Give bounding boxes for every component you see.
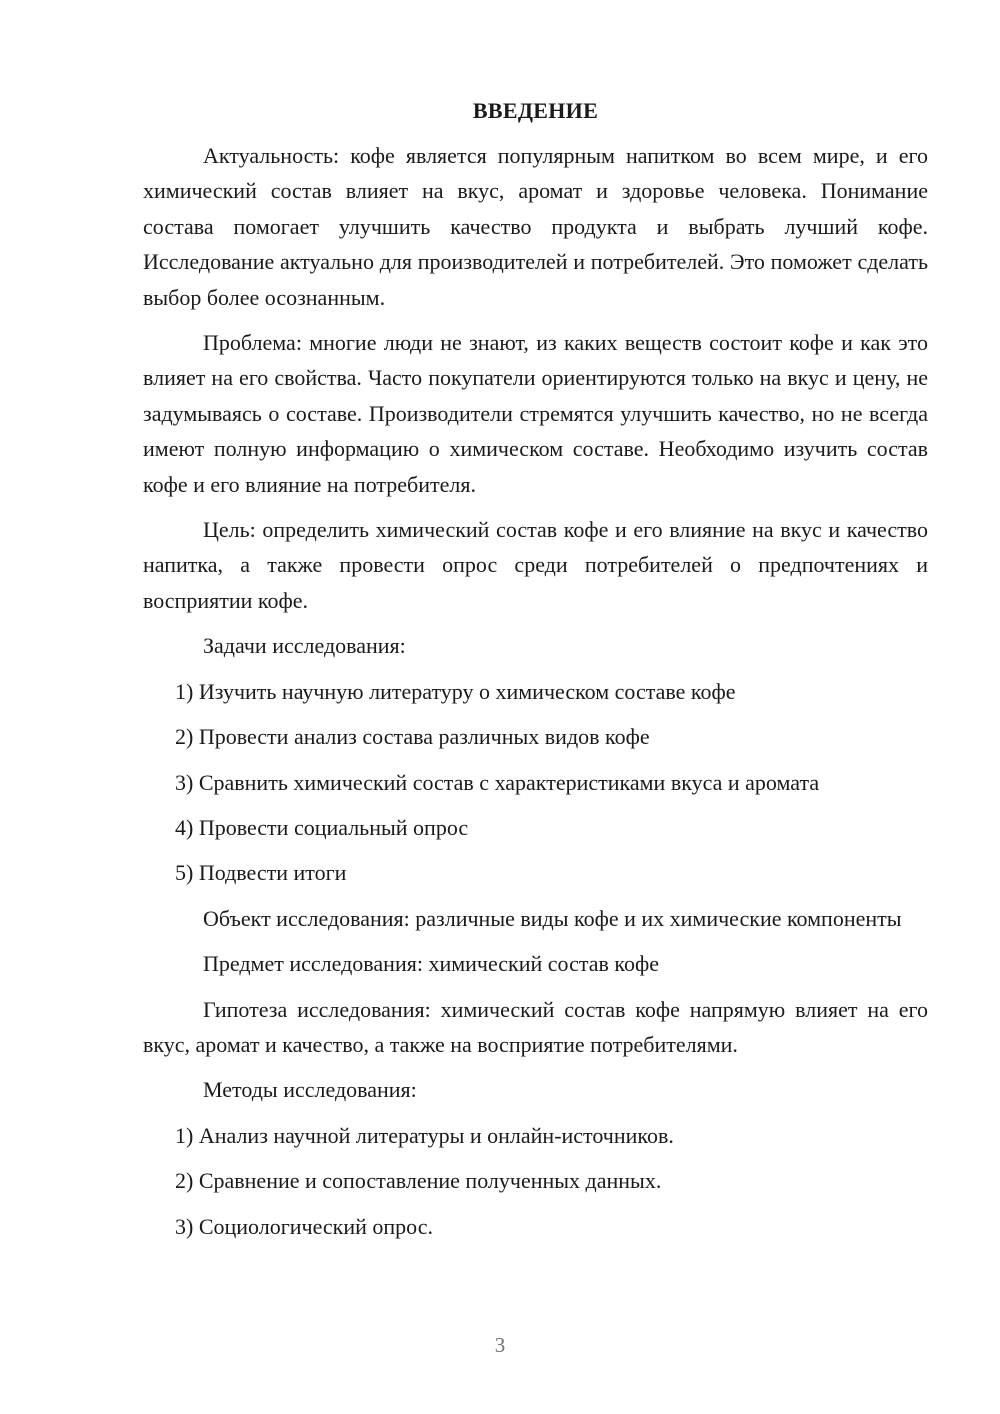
- task-item: 3) Сравнить химический состав с характеристиками вкуса и аромата: [175, 769, 820, 795]
- task-item: 1) Изучить научную литературу о химическом составе кофе: [175, 678, 736, 704]
- tasks-list: [143, 674, 928, 891]
- relevance-paragraph: Актуальность: кофе является популярным напитком во всем мире, и его химический состав влияет на вкус, аромат и здоровье человека. Понимание состава помогает улучшить качество продукта и выбрать лучший кофе. Исследование актуально для производителей и потребителей. Это поможет сделать выбор более осознанным.: [143, 143, 928, 310]
- task-item: 4) Провести социальный опрос: [175, 814, 469, 840]
- method-item: 2) Сравнение и сопоставление полученных данных.: [175, 1168, 662, 1194]
- section-title: ВВЕДЕНИЕ: [472, 98, 599, 123]
- task-item: 2) Провести анализ состава различных видов кофе: [175, 724, 650, 750]
- object-paragraph: Объект исследования: различные виды кофе и их химические компоненты: [203, 905, 902, 931]
- subject-paragraph: Предмет исследования: химический состав кофе: [203, 951, 659, 977]
- tasks-heading: Задачи исследования:: [203, 633, 406, 659]
- hypothesis-paragraph: Гипотеза исследования: химический состав кофе напрямую влияет на его вкус, аромат и качество, а также на восприятие потребителями.: [143, 996, 928, 1057]
- method-item: 1) Анализ научной литературы и онлайн-источников.: [175, 1122, 674, 1148]
- method-item: 3) Социологический опрос.: [175, 1213, 433, 1239]
- problem-paragraph: Проблема: многие люди не знают, из каких веществ состоит кофе и как это влияет на его свойства. Часто покупатели ориентируются только на вкус и цену, не задумываясь о составе. Производители стремятся улучшить качество, но не всегда имеют полную информацию о химическом составе. Необходимо изучить состав кофе и его влияние на потребителя.: [143, 330, 928, 497]
- document-page: [143, 96, 928, 1254]
- page-number: 3: [494, 1333, 506, 1357]
- task-item: 5) Подвести итоги: [175, 860, 347, 886]
- methods-list: [143, 1118, 928, 1244]
- methods-heading: Методы исследования:: [203, 1077, 417, 1103]
- goal-paragraph: Цель: определить химический состав кофе и его влияние на вкус и качество напитка, а также провести опрос среди потребителей о предпочтениях и восприятии кофе.: [143, 517, 928, 613]
